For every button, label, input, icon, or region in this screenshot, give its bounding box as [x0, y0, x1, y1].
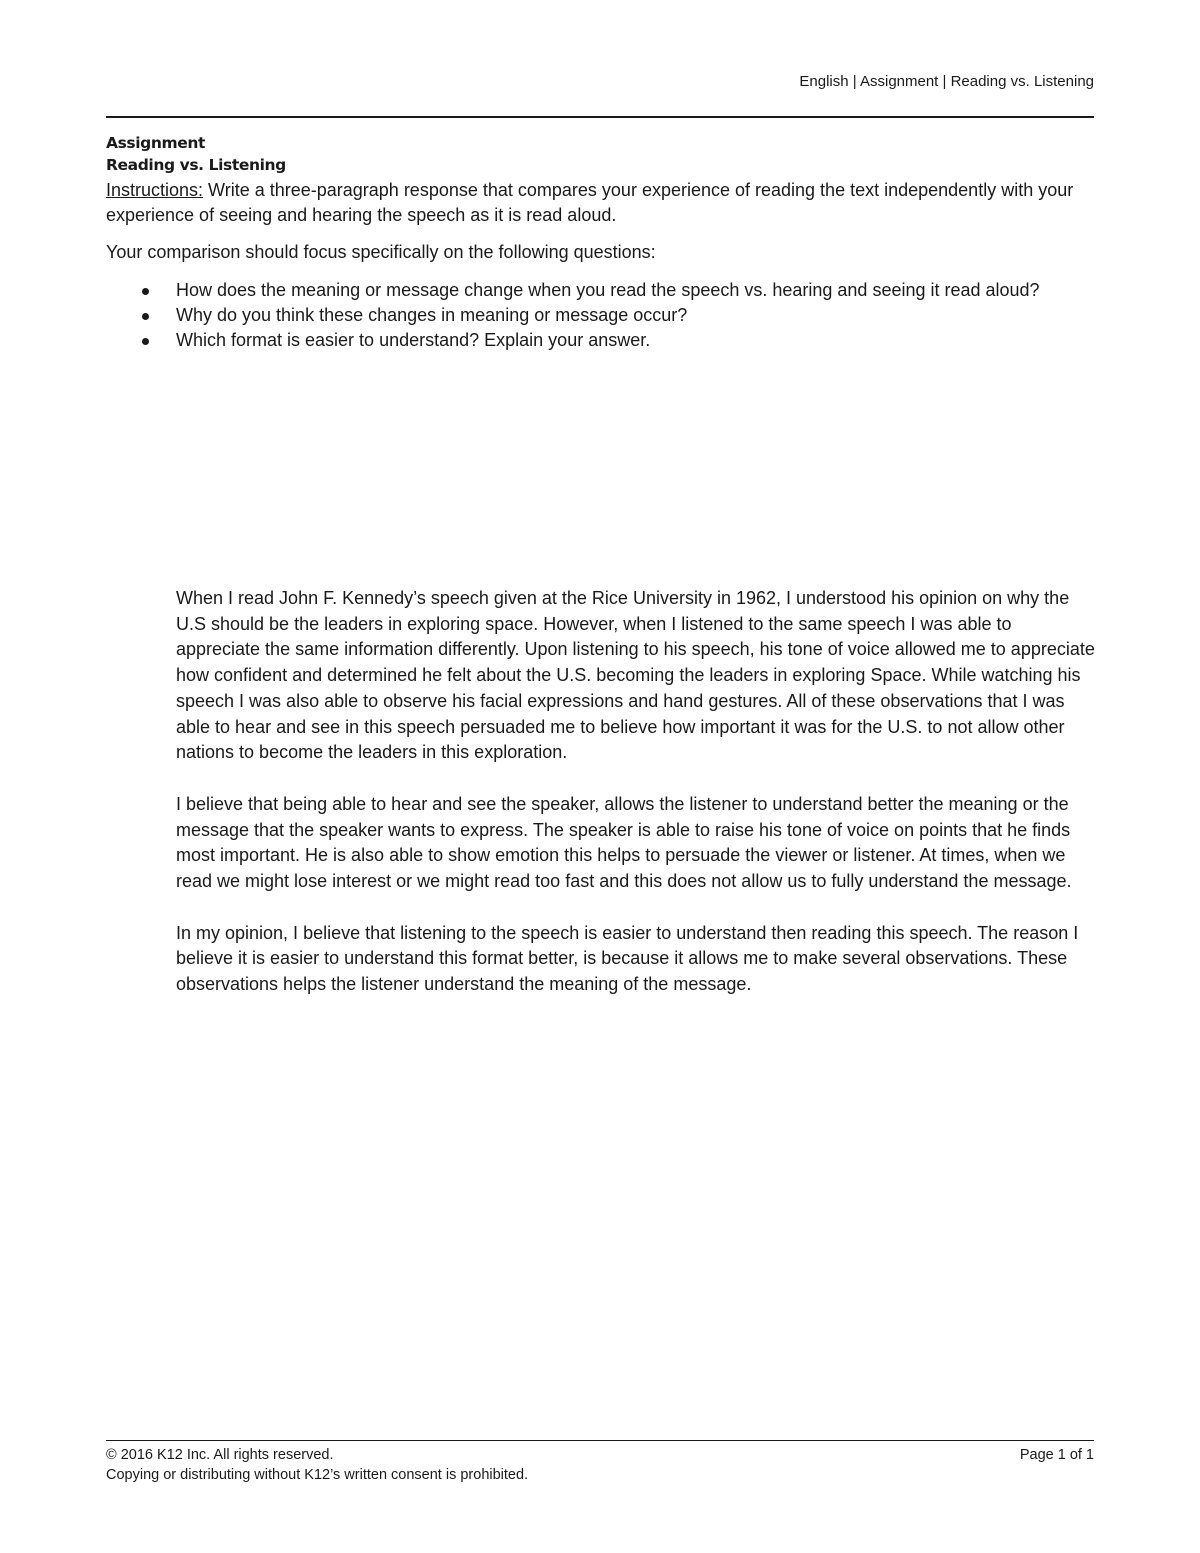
assignment-section — [106, 132, 1094, 353]
question-text: How does the meaning or message change when you read the speech vs. hearing and seeing it read aloud? — [176, 280, 1040, 300]
question-list — [106, 278, 1094, 353]
focus-statement: Your comparison should focus specifically on the following questions: — [106, 242, 656, 262]
instructions-label: Instructions: — [106, 180, 204, 200]
response-paragraph: When I read John F. Kennedy’s speech given at the Rice University in 1962, I understood his opinion on why the U.S should be the leaders in exploring space. However, when I listened to the same speech I was able to appreciate the same information differently. Upon listening to his speech, his tone of voice allowed me to appreciate how confident and determined he felt about the U.S. becoming the leaders in exploring Space. While watching his speech I was also able to observe his facial expressions and hand gestures. All of these observations that I was able to hear and see in this speech persuaded me to believe how important it was for the U.S. to not allow other nations to become the leaders in this exploration. — [176, 588, 1095, 763]
bullet-icon — [142, 313, 149, 320]
footer-copyright: © 2016 K12 Inc. All rights reserved. — [106, 1447, 334, 1463]
instructions — [106, 178, 1081, 228]
question-item — [106, 303, 1056, 328]
header-divider — [106, 116, 1094, 118]
question-item — [106, 328, 1056, 353]
bullet-icon — [142, 288, 149, 295]
instructions-text: Write a three-paragraph response that compares your experience of reading the text independently with your experience of seeing and hearing the speech as it is read aloud. — [106, 180, 1074, 225]
assignment-title: Reading vs. Listening — [106, 156, 286, 174]
question-text: Which format is easier to understand? Explain your answer. — [176, 330, 651, 350]
assignment-label: Assignment — [106, 134, 205, 152]
bullet-icon — [142, 338, 149, 345]
page-number: Page 1 of 1 — [1019, 1447, 1094, 1463]
footer-divider — [106, 1440, 1094, 1441]
student-response — [176, 586, 1096, 1024]
footer-notice: Copying or distributing without K12’s written consent is prohibited. — [106, 1467, 529, 1483]
running-header: English | Assignment | Reading vs. Listening — [799, 73, 1094, 90]
response-paragraph: I believe that being able to hear and see the speaker, allows the listener to understand better the meaning or the message that the speaker wants to express. The speaker is able to raise his tone of voice on points that he finds most important. He is also able to show emotion this helps to persuade the viewer or listener. At times, when we read we might lose interest or we might read too fast and this does not allow us to fully understand the message. — [176, 793, 1072, 892]
response-paragraph: In my opinion, I believe that listening to the speech is easier to understand then reading this speech. The reason I believe it is easier to understand this format better, is because it allows me to make several observations. These observations helps the listener understand the meaning of the message. — [176, 922, 1079, 995]
question-item — [106, 278, 1056, 303]
question-text: Why do you think these changes in meaning or message occur? — [176, 305, 688, 325]
